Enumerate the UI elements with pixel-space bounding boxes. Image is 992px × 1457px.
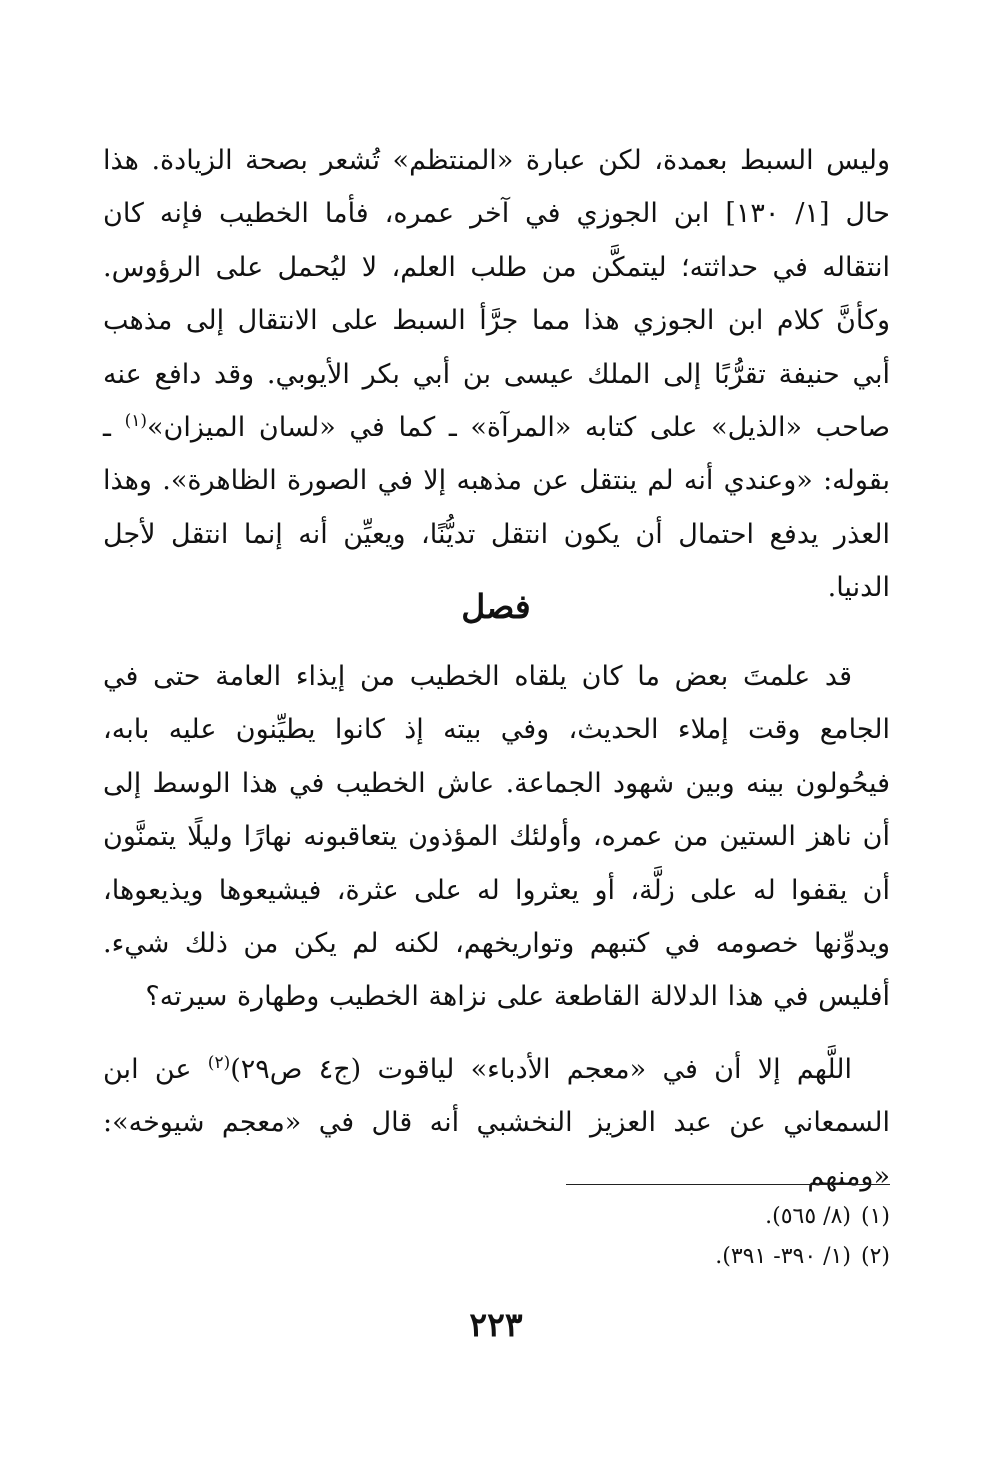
paragraph-2-text: قد علمتَ بعض ما كان يلقاه الخطيب من إيذاء العامة حتى في الجامع وقت إملاء الحديث، وفي بيته إذ كانوا يطيِّنون عليه بابه، فيحُولون بينه وبين شهود الجماعة. عاش الخطيب في هذا الوسط إلى أن ناهز الستين من عمره، وأولئك المؤذون يتعاقبونه نهارًا وليلًا يتمنَّون أن يقفوا له على زلَّة، أو يعثروا له على عثرة، فيشيعوها ويذيعوها، ويدوِّنها خصومه في كتبهم وتواريخهم، لكنه لم يكن من ذلك شيء. أفليس في هذا الدلالة القاطعة على نزاهة الخطيب وطهارة سيرته؟ (103, 661, 890, 1013)
footnote-ref-2: (٢) (207, 1053, 231, 1073)
footnote-number: (٢) (860, 1244, 890, 1269)
paragraph-1-continuation: ـ بقوله: «وعندي أنه لم ينتقل عن مذهبه إلا في الصورة الظاهرة». وهذا العذر يدفع احتمال أن يكون انتقل تديُّنًا، ويعيِّن أنه إنما انتقل لأجل الدنيا. (103, 412, 890, 604)
footnote-text: (١/ ٣٩٠- ٣٩١). (715, 1244, 851, 1269)
footnote-divider (566, 1184, 890, 1185)
footnote-1 (103, 1197, 890, 1237)
footnote-ref-1: (١) (124, 411, 147, 432)
paragraph-3-continuation: عن ابن السمعاني عن عبد العزيز النخشبي أنه قال في «معجم شيوخه»: «ومنهم (103, 1054, 890, 1192)
footnote-text: (٨/ ٥٦٥). (765, 1204, 851, 1229)
paragraph-1-text: وليس السبط بعمدة، لكن عبارة «المنتظم» تُشعر بصحة الزيادة. هذا حال [١/ ١٣٠] ابن الجوزي في آخر عمره، فأما الخطيب فإنه كان انتقاله في حداثته؛ ليتمكَّن من طلب العلم، لا ليُحمل على الرؤوس. وكأنَّ كلام ابن الجوزي هذا مما جرَّأ السبط على الانتقال إلى مذهب أبي حنيفة تقرُّبًا إلى الملك عيسى بن أبي بكر الأيوبي. وقد دافع عنه صاحب «الذيل» على كتابه «المرآة» ـ كما في «لسان الميزان» (103, 145, 890, 444)
paragraph-3 (103, 1043, 890, 1203)
footnote-number: (١) (860, 1204, 890, 1229)
paragraph-2 (103, 650, 890, 1024)
section-heading: فصل (461, 587, 531, 626)
footnote-2 (103, 1237, 890, 1277)
footnotes (103, 1197, 890, 1277)
page-number: ٢٢٣ (469, 1305, 523, 1344)
paragraph-3-text: اللَّهم إلا أن في «معجم الأدباء» لياقوت (ج٤ ص٢٩) (230, 1054, 852, 1085)
paragraph-1 (103, 134, 890, 615)
